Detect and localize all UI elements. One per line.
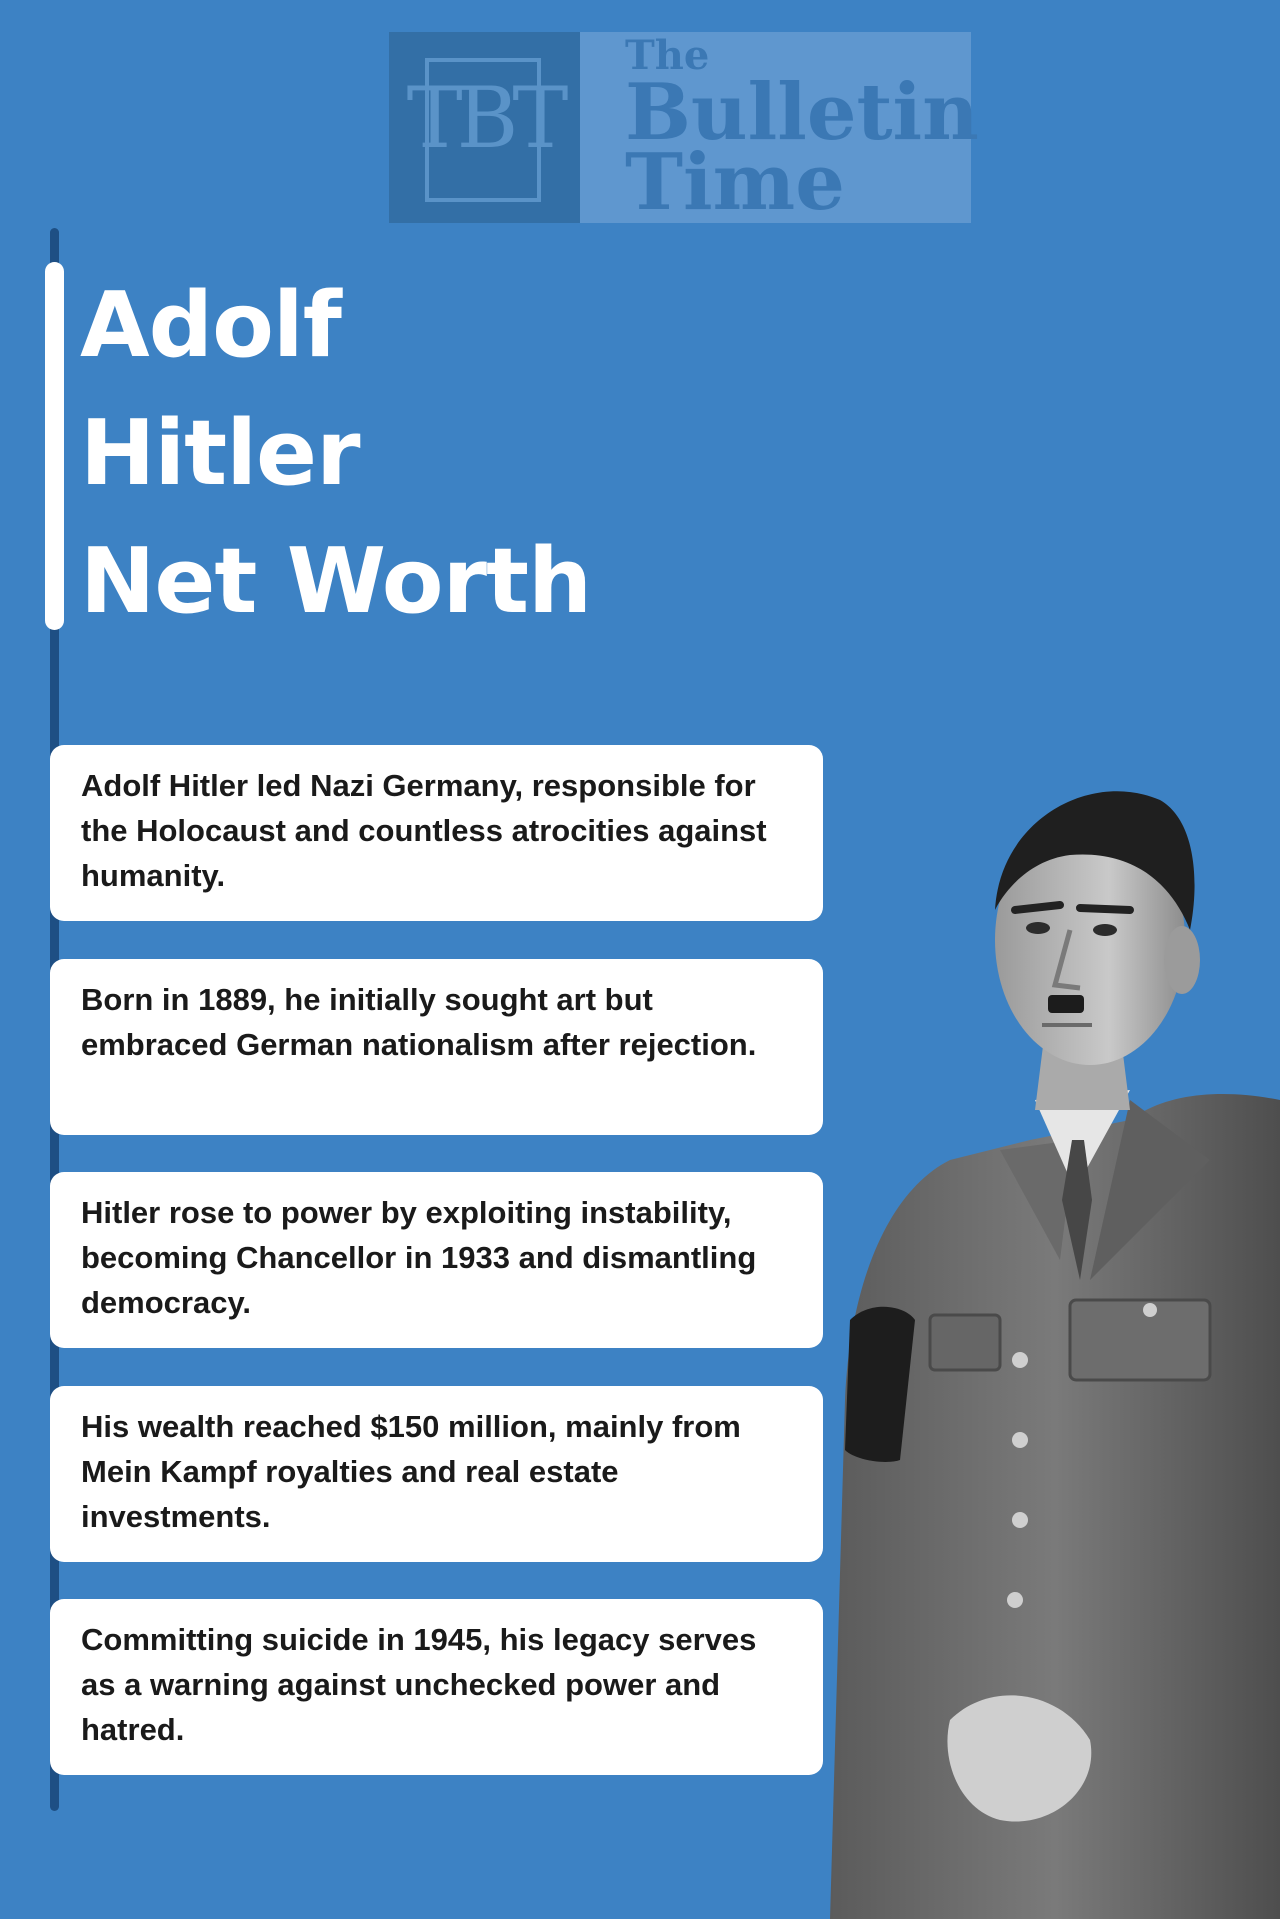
fact-card (50, 1599, 823, 1775)
title-line-1: Adolf (80, 273, 341, 378)
logo-wordmark (580, 32, 979, 228)
page-title (80, 262, 591, 646)
fact-text: Hitler rose to power by exploiting instability, becoming Chancellor in 1933 and dismantling democracy. (81, 1195, 757, 1320)
portrait-photo (830, 760, 1280, 1919)
fact-card (50, 745, 823, 921)
title-accent-bar (45, 262, 64, 630)
fact-text: Committing suicide in 1945, his legacy serves as a warning against unchecked power and hatred. (81, 1622, 757, 1747)
logo-initials: TBT (406, 69, 563, 167)
title-line-3: Net Worth (80, 529, 592, 634)
fact-text: Adolf Hitler led Nazi Germany, responsible for the Holocaust and countless atrocities against humanity. (81, 768, 767, 893)
logo-mark (389, 32, 580, 223)
fact-card (50, 959, 823, 1135)
logo-word-the: The (625, 32, 710, 79)
logo-word-bulletin: Bulletin (625, 67, 979, 158)
fact-card (50, 1172, 823, 1348)
fact-text: Born in 1889, he initially sought art but embraced German nationalism after rejection. (81, 982, 757, 1062)
fact-text: His wealth reached $150 million, mainly from Mein Kampf royalties and real estate investments. (81, 1409, 741, 1534)
title-line-2: Hitler (80, 401, 360, 506)
fact-card (50, 1386, 823, 1562)
brand-logo (389, 32, 979, 228)
logo-word-time: Time (625, 137, 845, 228)
